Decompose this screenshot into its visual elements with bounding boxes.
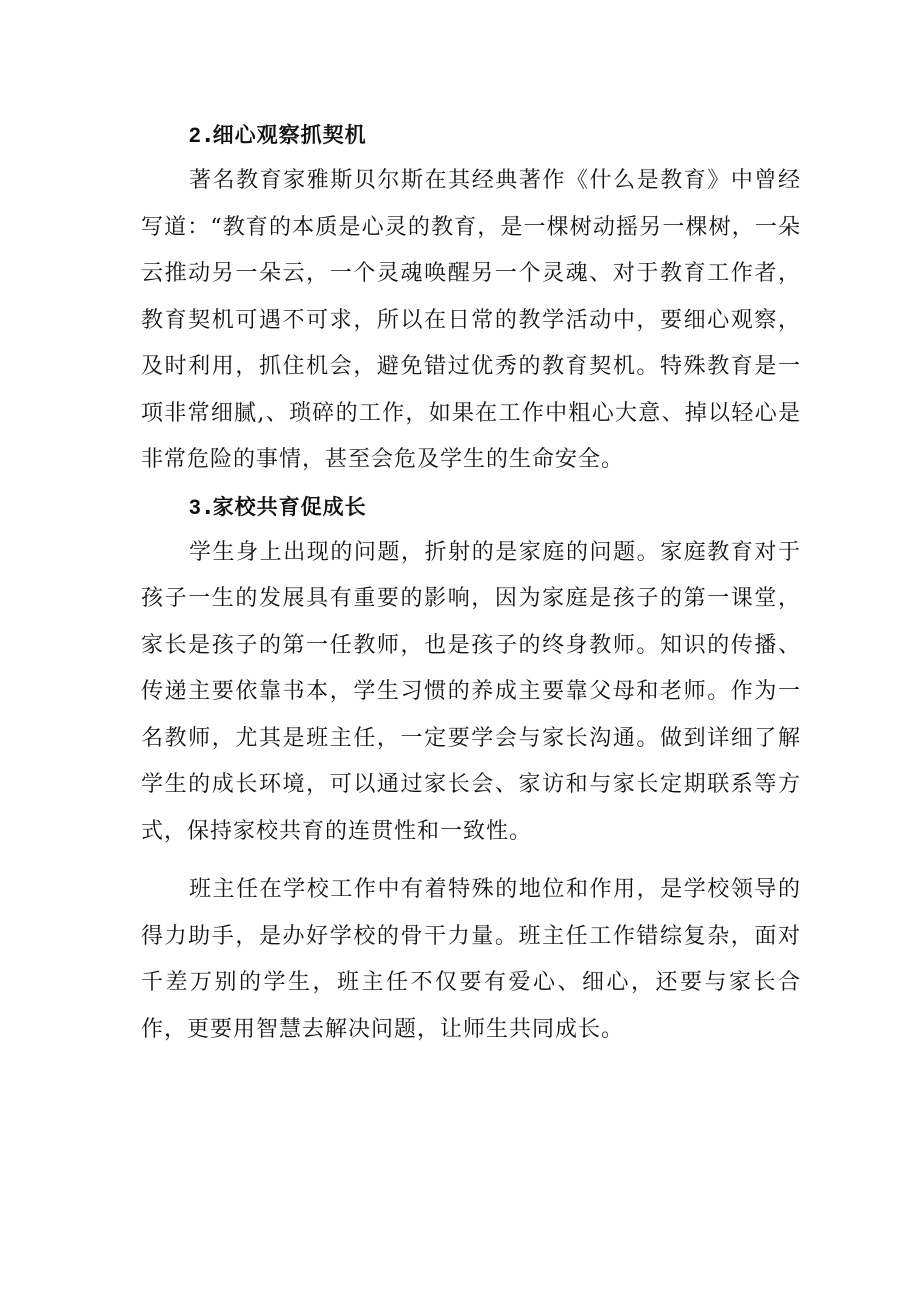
section-title: .家校共育促成长 [203,494,367,519]
section-heading-home-school [141,484,801,530]
section-number: 3 [189,495,202,519]
section-number: 2 [189,124,202,147]
section-paragraph-home-school: 学生身上出现的问题，折射的是家庭的问题。家庭教育对于孩子一生的发展具有重要的影响，因为家庭是孩子的第一课堂，家长是孩子的第一任教师，也是孩子的终身教师。知识的传播、传递主要依靠书本，学生习惯的养成主要靠父母和老师。作为一名教师，尤其是班主任，一定要学会与家长沟通。做到详细了解学生的成长环境，可以通过家长会、家访和与家长定期联系等方式，保持家校共育的连贯性和一致性。 [141,539,801,844]
closing-paragraph: 班主任在学校工作中有着特殊的地位和作用，是学校领导的得力助手，是办好学校的骨干力量。班主任工作错综复杂，面对千差万别的学生，班主任不仅要有爱心、细心，还要与家长合作，更要用智慧去解决问题，让师生共同成长。 [141,877,801,1042]
document-body [141,112,801,1053]
section-heading-observation [141,112,801,158]
section-title: .细心观察抓契机 [203,123,367,147]
section-paragraph-observation: 著名教育家雅斯贝尔斯在其经典著作《什么是教育》中曾经写道：“教育的本质是心灵的教育，是一棵树动摇另一棵树，一朵云推动另一朵云，一个灵魂唤醒另一个灵魂、对于教育工作者，教育契机可遇不可求，所以在日常的教学活动中，要细心观察，及时利用，抓住机会，避免错过优秀的教育契机。特殊教育是一项非常细腻,、琐碎的工作，如果在工作中粗心大意、掉以轻心是非常危险的事情，甚至会危及学生的生命安全。 [141,168,801,472]
